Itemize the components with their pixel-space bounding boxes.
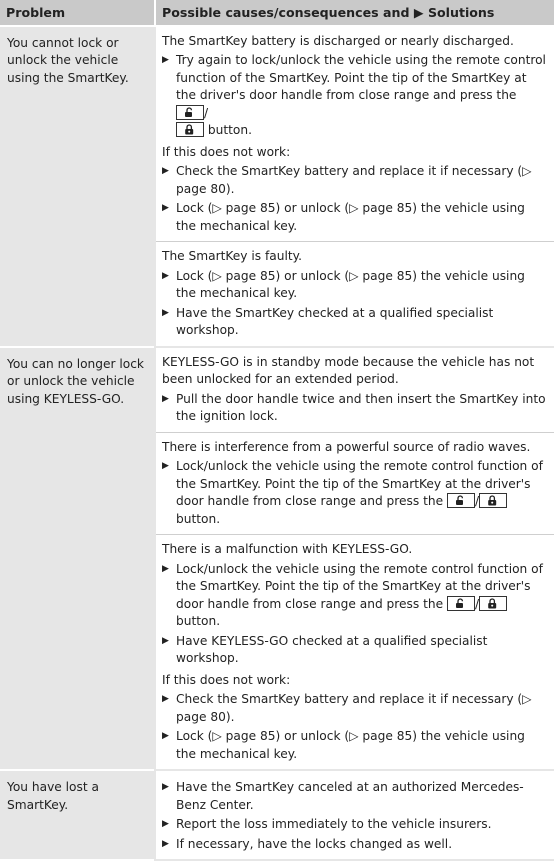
fallback-label: If this does not work: — [162, 144, 291, 159]
solution-step — [162, 52, 548, 140]
cause-text: The SmartKey battery is discharged or nearly discharged. — [162, 33, 514, 48]
problem-cell: You have lost a SmartKey. — [0, 771, 154, 861]
cause-block — [156, 433, 554, 536]
solution-step: ▶ Pull the door handle twice and then insert the SmartKey into the ignition lock. — [162, 391, 548, 426]
solution-step: ▶ Check the SmartKey battery and replace it if necessary (▷ page 80). — [162, 163, 548, 198]
table-row — [0, 348, 554, 772]
table-row — [0, 27, 554, 348]
solution-step — [162, 458, 548, 528]
cause-block — [156, 348, 554, 433]
lock-button-icon — [479, 493, 507, 508]
problem-cell: You can no longer lock or unlock the vehicle using KEYLESS-GO. — [0, 348, 154, 772]
step-text: Lock/unlock the vehicle using the remote control function of the SmartKey. Point the tip of the SmartKey at the driver's door handle from close range and press the — [176, 561, 543, 611]
cause-text: The SmartKey is faulty. — [162, 249, 302, 263]
solution-cell — [154, 771, 554, 861]
cause-block — [156, 535, 554, 769]
solution-step: ▶ Have KEYLESS-GO checked at a qualified specialist workshop. — [162, 633, 548, 668]
step-text: Lock/unlock the vehicle using the remote control function of the SmartKey. Point the tip of the SmartKey at the driver's door handle from close range and press the — [176, 459, 543, 508]
solution-step: ▶ Lock (▷ page 85) or unlock (▷ page 85) the vehicle using the mechanical key. — [162, 200, 548, 235]
solution-step: ▶ Lock (▷ page 85) or unlock (▷ page 85) the vehicle using the mechanical key. — [162, 728, 548, 763]
header-solutions: Possible causes/consequences and ▶ Solutions — [154, 0, 554, 27]
solution-cell — [154, 348, 554, 772]
table-header-row — [0, 0, 554, 27]
cause-block — [156, 771, 554, 859]
key-separator: / — [475, 596, 480, 611]
solution-step: ▶ Have the SmartKey checked at a qualified specialist workshop. — [162, 305, 548, 340]
key-separator: / — [204, 105, 209, 120]
solution-step: ▶ Lock (▷ page 85) or unlock (▷ page 85) the vehicle using the mechanical key. — [162, 268, 548, 303]
step-text-end: button. — [176, 614, 221, 628]
solution-step: ▶ If necessary, have the locks changed as well. — [162, 836, 548, 854]
solution-step: ▶ Check the SmartKey battery and replace it if necessary (▷ page 80). — [162, 691, 548, 726]
solution-step: ▶ Have the SmartKey canceled at an authorized Mercedes-Benz Center. — [162, 779, 548, 814]
table-row — [0, 771, 554, 861]
lock-button-icon — [479, 596, 507, 611]
step-text-end: button. — [176, 511, 221, 526]
lock-button-icon — [176, 122, 204, 137]
cause-text: KEYLESS-GO is in standby mode because the vehicle has not been unlocked for an extended period. — [162, 354, 535, 386]
problem-cell: You cannot lock or unlock the vehicle using the SmartKey. — [0, 27, 154, 348]
solution-step: ▶ Report the loss immediately to the vehicle insurers. — [162, 816, 548, 834]
unlock-button-icon — [176, 105, 204, 120]
step-text-end: button. — [207, 123, 252, 137]
step-text: Try again to lock/unlock the vehicle using the remote control function of the SmartKey. Point the tip of the SmartKey at the driver's door handle from close range and press the — [176, 53, 546, 102]
solution-cell — [154, 27, 554, 348]
cause-text: There is a malfunction with KEYLESS-GO. — [162, 542, 413, 556]
solution-step — [162, 561, 548, 631]
cause-block — [156, 242, 554, 346]
unlock-button-icon — [447, 493, 475, 508]
fallback-label: If this does not work: — [162, 672, 291, 687]
unlock-button-icon — [447, 596, 475, 611]
header-problem: Problem — [0, 0, 154, 27]
cause-text: There is interference from a powerful source of radio waves. — [162, 439, 531, 454]
key-separator: / — [475, 494, 480, 508]
cause-block — [156, 27, 554, 243]
